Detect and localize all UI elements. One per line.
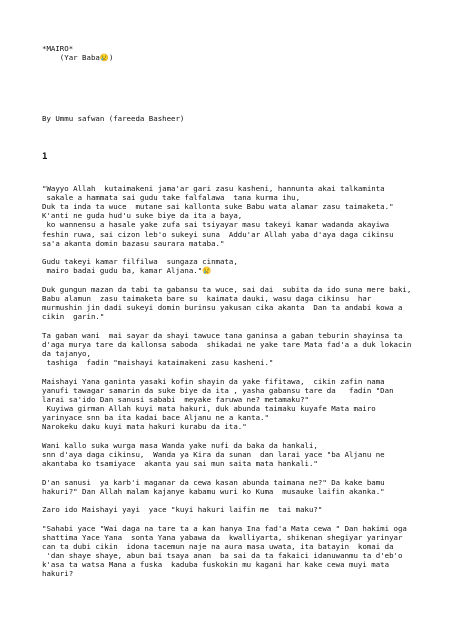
paragraph: [42, 285, 450, 322]
text-line: Narokeku daku kuyi mata hakuri kurabu da ita.": [42, 422, 247, 432]
text-line: 'dan shaye shaye, abun bai tsaya anan ba sai da ta fakaici idanuwanmu ta d'eb'o: [42, 551, 403, 561]
author-line: By Ummu safwan (fareeda Basheer): [42, 114, 185, 124]
text-line: can ta dubi cikin idona tacemun naje na aura masa uwata, ita batayin komai da: [42, 541, 394, 551]
paragraph: [42, 184, 450, 248]
chapter-number: 1: [42, 151, 48, 162]
paragraph: [42, 478, 450, 496]
paragraph: [42, 505, 450, 514]
document-subtitle: (Yar Baba😢): [42, 53, 114, 63]
text-line: Duk ta inda ta wuce mutane sai kallonta suke Babu wata alamar zasu taimaketa.": [42, 201, 394, 211]
text-line: Wani kallo suka wurga masa Wanda yake nufi da baka da hankali,: [42, 440, 318, 450]
text-line: shattima Yace Yana sonta Yana yabawa da kwalliyarta, shikenan shegiyar yarinyar: [42, 532, 403, 542]
text-line: larai sa'ido Dan sanusi sababi meyake faruwa ne? metamaku?": [42, 394, 309, 404]
document-title: *MAIRO*: [42, 44, 74, 53]
text-line: D'an sanusi ya karb'i maganar da cewa kasan abunda taimana ne?" Da kake bamu: [42, 477, 385, 487]
text-line: hakuri?: [42, 569, 74, 579]
text-line: Maishayi Yana ganinta yasaki kofin shayin da yake fifitawa, cikin zafin nama: [42, 376, 385, 386]
text-line: k'asa ta watsa Mana a fuska kaduba fuskokin mu kagani har kake cewa muyi mata: [42, 560, 390, 570]
text-line: ko wannensu a hasale yake zufa sai tsiyayar masu takeyi kamar wadanda akayiwa: [42, 220, 390, 230]
text-line: sakale a hammata sai gudu take falfalawa tana kurma ihu,: [42, 192, 301, 202]
text-line: Ta gaban wani mai sayar da shayi tawuce tana ganinsa a gaban teburin shayinsa ta: [42, 330, 403, 340]
paragraph: [42, 441, 450, 469]
paragraph: [42, 257, 450, 275]
text-line: Kuyiwa girman Allah kuyi mata hakuri, duk abunda taimaku kuyafe Mata mairo: [42, 404, 376, 414]
text-line: hakuri?" Dan Allah malam kajanye kabamu wuri ko Kuma musauke laifin akanka.": [42, 486, 385, 496]
text-line: K'anti ne guda hud'u suke biye da ita a baya,: [42, 211, 243, 221]
text-line: akantaba ko tsamiyace akanta yau sai mun saita mata hankali.": [42, 459, 318, 469]
text-line: Babu alamun zasu taimaketa bare su kaimata dauki, wasu daga cikinsu har: [42, 293, 372, 303]
text-line: cikin garin.": [42, 312, 105, 322]
text-line: snn d'aya daga cikinsu, Wanda ya Kira da sunan dan larai yace "ba Aljanu ne: [42, 450, 385, 459]
text-line: tashiga fadin "maishayi kataimakeni zasu kasheni.": [42, 358, 274, 368]
text-line: mairo badai gudu ba, kamar Aljana."😢: [42, 266, 212, 276]
story-body: [42, 184, 450, 579]
text-line: Zaro ido Maishayi yayi yace "kuyi hakuri laifin me tai maku?": [42, 505, 323, 515]
text-line: Duk gungun mazan da tabi ta gabansu ta wuce, sai dai subita da ido suna mere baki,: [42, 284, 412, 294]
paragraph: [42, 331, 450, 368]
text-line: yarinyace snn ba ita kadai bace Aljanu ne a kanta.": [42, 413, 269, 423]
paragraph: [42, 524, 450, 579]
text-line: da tajanyo,: [42, 348, 91, 358]
text-line: sa'a akanta domin bazasu saurara mataba.": [42, 238, 225, 248]
text-line: "Sahabi yace "Wai daga na tare ta a kan hanya Ina fad'a Mata cewa " Dan hakimi oga: [42, 523, 407, 533]
text-line: yanufi tawagar samarin da suke biye da ita , yasha gabansu tare da fadin "Dan: [42, 385, 394, 395]
text-line: feshin ruwa, sai cizon leb'o sukeyi suna Addu'ar Allah yaba d'aya daga cikinsu: [42, 229, 394, 239]
paragraph: [42, 377, 450, 432]
text-line: murmushin jin dadi sukeyi domin burinsu yakusan cika akanta Dan ta andabi kowa a: [42, 303, 403, 312]
text-line: Gudu takeyi kamar filfilwa sungaza cinmata,: [42, 257, 238, 267]
text-line: d'aga murya tare da kallonsa saboda shikadai ne yake tare Mata fad'a a duk lokacin: [42, 339, 412, 349]
text-line: "Wayyo Allah kutaimakeni jama'ar gari zasu kasheni, hannunta akai talkaminta: [42, 183, 385, 193]
